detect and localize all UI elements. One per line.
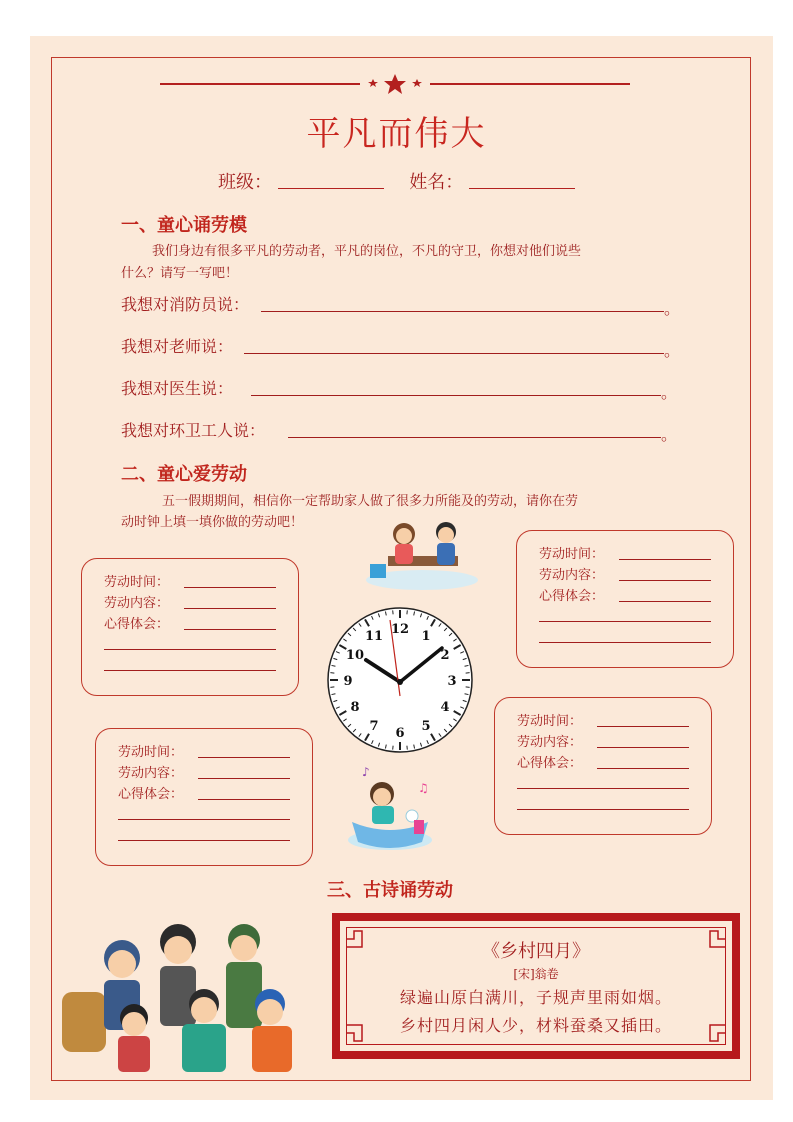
section2-para-line2: 动时钟上填一填你做的劳动吧！ bbox=[121, 515, 304, 530]
answer-field[interactable] bbox=[244, 353, 664, 354]
answer-field[interactable] bbox=[539, 642, 711, 643]
clock-number: 2 bbox=[440, 648, 450, 663]
answer-field[interactable] bbox=[184, 629, 276, 630]
name-label: 姓名： bbox=[409, 172, 464, 193]
answer-field[interactable] bbox=[517, 788, 689, 789]
kids-cleaning-illustration bbox=[362, 518, 480, 594]
labor-clock bbox=[326, 606, 474, 754]
clock-number: 3 bbox=[447, 674, 457, 689]
poem-frame bbox=[332, 913, 740, 1059]
name-field[interactable] bbox=[469, 170, 575, 189]
answer-field[interactable] bbox=[261, 311, 664, 312]
answer-field[interactable] bbox=[288, 437, 661, 438]
answer-field[interactable] bbox=[619, 580, 711, 581]
answer-field[interactable] bbox=[251, 395, 661, 396]
header-ornament bbox=[160, 72, 630, 96]
class-label: 班级： bbox=[218, 172, 273, 193]
clock-number: 5 bbox=[421, 719, 431, 735]
svg-text:♫: ♫ bbox=[418, 781, 429, 795]
answer-field[interactable] bbox=[619, 559, 711, 560]
clock-number: 1 bbox=[421, 628, 431, 644]
answer-field[interactable] bbox=[597, 768, 689, 769]
labor-card-3: 劳动时间： 劳动内容： 心得体会： bbox=[95, 728, 313, 866]
section2-para-line1: 五一假期期间，相信你一定帮助家人做了很多力所能及的劳动，请你在劳 bbox=[162, 494, 579, 509]
say-line-firefighter: 我想对消防员说： 。 bbox=[121, 295, 681, 318]
answer-field[interactable] bbox=[184, 608, 276, 609]
clock-number: 6 bbox=[395, 726, 405, 741]
say-line-doctor: 我想对医生说： 。 bbox=[121, 379, 678, 402]
section1-para-line2: 什么？请写一写吧！ bbox=[121, 266, 239, 281]
section1-heading: 一、童心诵劳模 bbox=[121, 215, 247, 236]
class-field[interactable] bbox=[278, 170, 384, 189]
girl-washing-illustration bbox=[342, 764, 438, 852]
answer-field[interactable] bbox=[597, 747, 689, 748]
answer-field[interactable] bbox=[517, 809, 689, 810]
say-line-teacher: 我想对老师说： 。 bbox=[121, 337, 681, 360]
star-icon bbox=[412, 79, 422, 87]
svg-text:♪: ♪ bbox=[362, 765, 370, 779]
labor-card-4: 劳动时间： 劳动内容： 心得体会： bbox=[494, 697, 712, 835]
section3-heading: 三、古诗诵劳动 bbox=[327, 880, 453, 901]
answer-field[interactable] bbox=[184, 587, 276, 588]
section1-para-line1: 我们身边有很多平凡的劳动者，平凡的岗位，不凡的守卫，你想对他们说些 bbox=[152, 244, 582, 259]
clock-number: 12 bbox=[390, 622, 410, 637]
section2-heading: 二、童心爱劳动 bbox=[121, 464, 247, 485]
answer-field[interactable] bbox=[597, 726, 689, 727]
clock-number: 11 bbox=[364, 628, 384, 644]
clock-number: 4 bbox=[440, 700, 450, 715]
poem-author: [宋]翁卷 bbox=[513, 967, 559, 981]
poem-title: 《乡村四月》 bbox=[482, 941, 590, 962]
page-title: 平凡而伟大 bbox=[306, 114, 487, 154]
answer-field[interactable] bbox=[104, 670, 276, 671]
labor-card-1: 劳动时间： 劳动内容： 心得体会： bbox=[81, 558, 299, 696]
say-line-sanitation: 我想对环卫工人说： 。 bbox=[121, 421, 678, 444]
answer-field[interactable] bbox=[198, 757, 290, 758]
answer-field[interactable] bbox=[539, 621, 711, 622]
star-icon bbox=[368, 79, 378, 87]
answer-field[interactable] bbox=[118, 840, 290, 841]
clock-number: 10 bbox=[345, 648, 365, 663]
clock-number: 8 bbox=[350, 700, 360, 715]
name-bar bbox=[0, 168, 793, 194]
star-icon bbox=[384, 74, 406, 94]
poem-line-2: 乡村四月闲人少，材料蚕桑又插田。 bbox=[399, 1016, 672, 1035]
poem-line-1: 绿遍山原白满川，子规声里雨如烟。 bbox=[399, 988, 672, 1007]
workers-illustration bbox=[62, 912, 324, 1072]
answer-field[interactable] bbox=[198, 778, 290, 779]
answer-field[interactable] bbox=[118, 819, 290, 820]
clock-number: 7 bbox=[369, 719, 379, 735]
answer-field[interactable] bbox=[104, 649, 276, 650]
clock-number: 9 bbox=[343, 674, 353, 689]
answer-field[interactable] bbox=[198, 799, 290, 800]
labor-card-2: 劳动时间： 劳动内容： 心得体会： bbox=[516, 530, 734, 668]
answer-field[interactable] bbox=[619, 601, 711, 602]
